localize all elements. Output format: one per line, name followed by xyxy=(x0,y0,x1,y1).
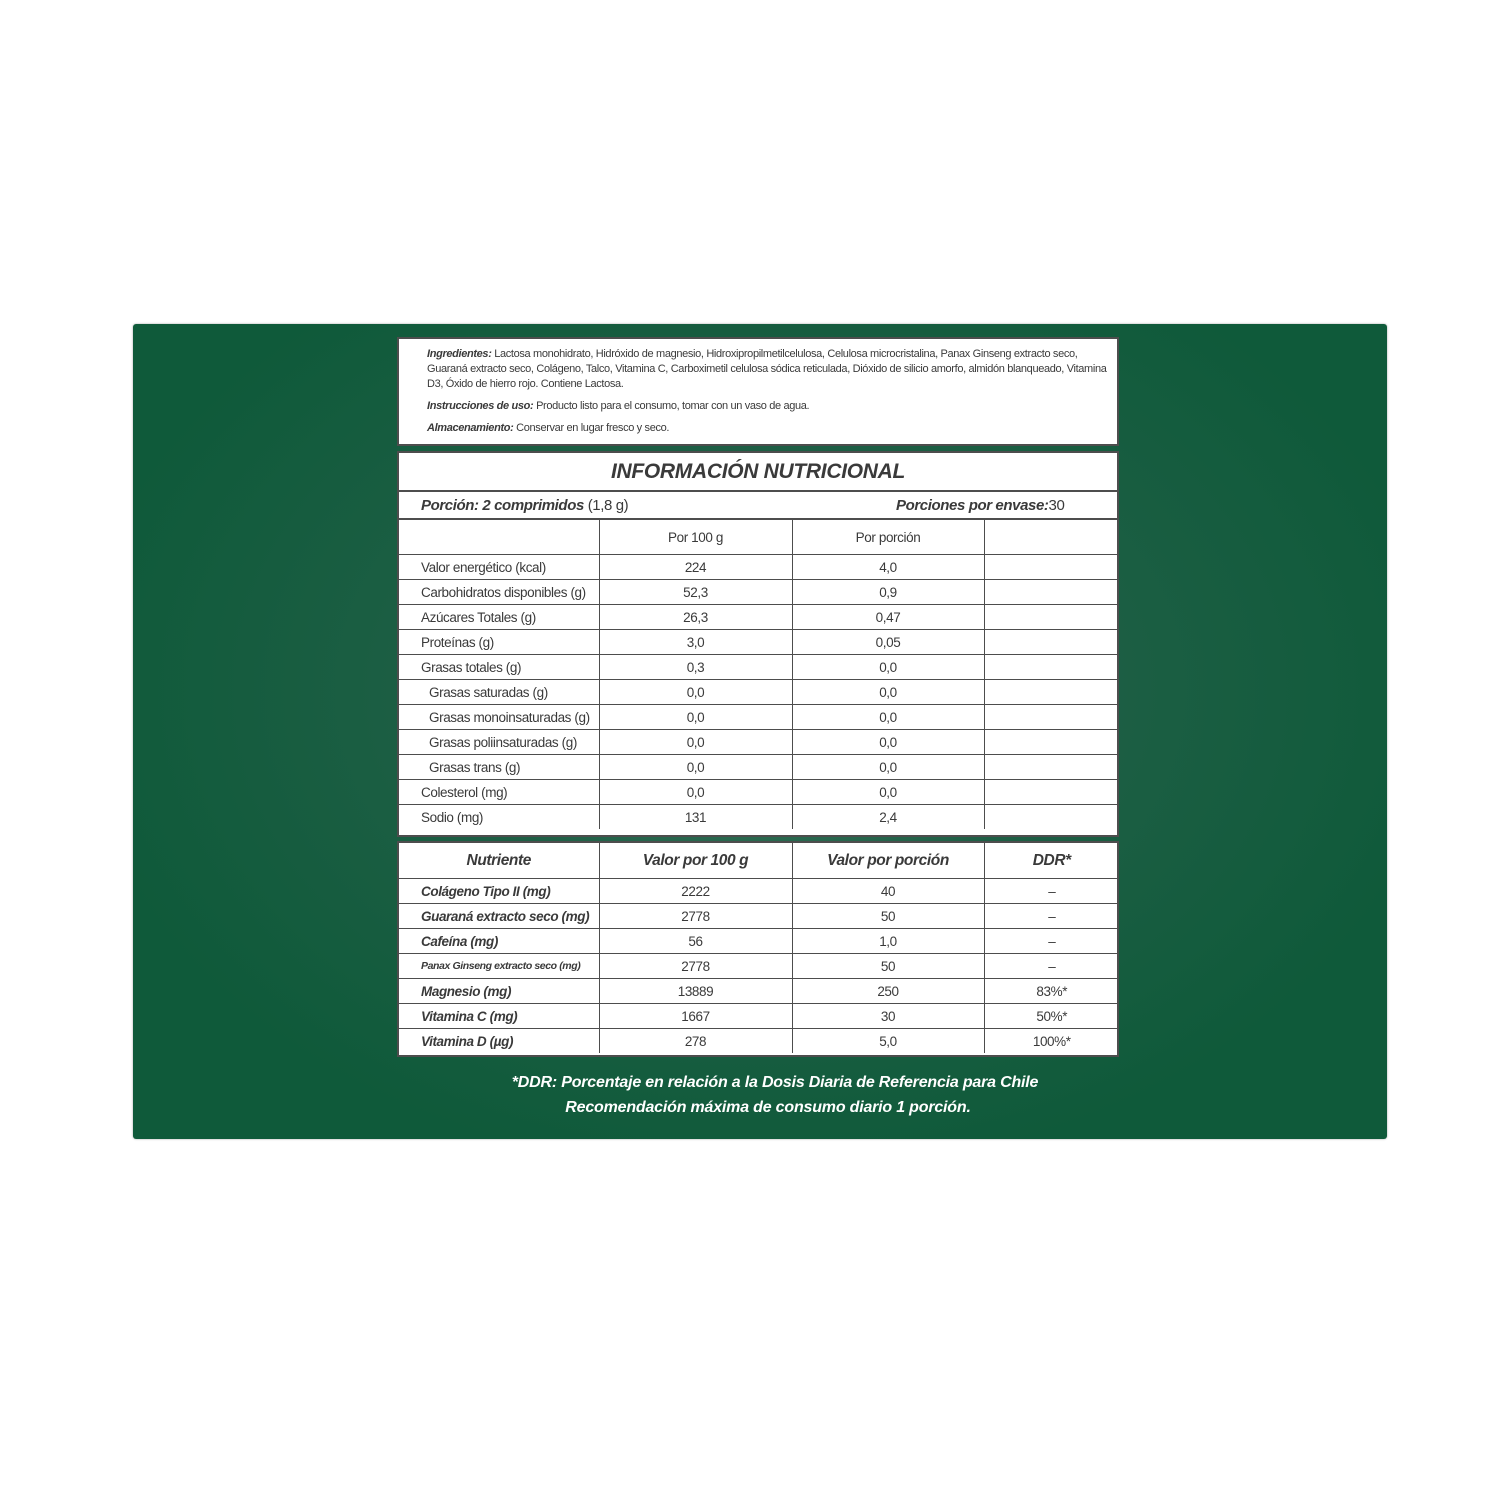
empty-cell xyxy=(984,605,1119,630)
additional-nutrients-table xyxy=(399,843,1119,1053)
value-per-100g: 224 xyxy=(599,555,792,580)
value-per-portion: 0,0 xyxy=(792,755,984,780)
additional-nutrients-box xyxy=(397,841,1119,1057)
nutrient-label: Guaraná extracto seco (mg) xyxy=(399,904,599,929)
empty-cell xyxy=(984,680,1119,705)
row-label: Colesterol (mg) xyxy=(399,780,599,805)
nutrient-label: Magnesio (mg) xyxy=(399,979,599,1004)
value-per-100g: 0,0 xyxy=(599,680,792,705)
table-row xyxy=(399,1029,1119,1054)
portion-row xyxy=(399,492,1117,520)
ddr-value: 50%* xyxy=(984,1004,1119,1029)
servings-info xyxy=(896,492,1064,519)
empty-cell xyxy=(984,805,1119,830)
value-per-portion: 30 xyxy=(792,1004,984,1029)
row-label: Azúcares Totales (g) xyxy=(399,605,599,630)
value-per-100g: 0,0 xyxy=(599,730,792,755)
portion-value: (1,8 g) xyxy=(587,497,629,514)
header-cell-blank xyxy=(984,520,1119,555)
value-per-portion: 0,0 xyxy=(792,680,984,705)
ingredients-box xyxy=(397,337,1119,446)
value-per-portion: 50 xyxy=(792,904,984,929)
value-per-100g: 52,3 xyxy=(599,580,792,605)
servings-value: 30 xyxy=(1048,497,1065,514)
table-row xyxy=(399,805,1119,830)
table-row xyxy=(399,730,1119,755)
portion-label: Porción: 2 comprimidos xyxy=(421,497,584,514)
row-label: Grasas totales (g) xyxy=(399,655,599,680)
nutrient-label: Panax Ginseng extracto seco (mg) xyxy=(399,954,599,979)
max-consumption-note: Recomendación máxima de consumo diario 1 porción. xyxy=(565,1099,971,1116)
row-label: Grasas saturadas (g) xyxy=(399,680,599,705)
nutrition-header-row xyxy=(399,520,1119,555)
ingredients-text: Lactosa monohidrato, Hidróxido de magnesio, Hidroxipropilmetilcelulosa, Celulosa microcristalina, Panax Ginseng extracto seco, Guaraná extracto seco, Colágeno, Talco, Vitamina C, Carboximetil celulosa sódica reticulada, Dióxido de silicio amorfo, almidón blanqueado, Vitamina D3, Óxido de hierro rojo. Contiene Lactosa. xyxy=(427,348,1107,390)
ddr-value: – xyxy=(984,904,1119,929)
value-per-portion: 2,4 xyxy=(792,805,984,830)
header-value-per-portion: Valor por porción xyxy=(792,843,984,879)
value-per-portion: 0,0 xyxy=(792,780,984,805)
table-row xyxy=(399,954,1119,979)
value-per-100g: 1667 xyxy=(599,1004,792,1029)
value-per-portion: 0,05 xyxy=(792,630,984,655)
value-per-portion: 0,0 xyxy=(792,655,984,680)
value-per-portion: 50 xyxy=(792,954,984,979)
ddr-value: – xyxy=(984,929,1119,954)
table-row xyxy=(399,904,1119,929)
header-per-portion: Por porción xyxy=(792,520,984,555)
value-per-100g: 0,3 xyxy=(599,655,792,680)
empty-cell xyxy=(984,730,1119,755)
table-row xyxy=(399,780,1119,805)
nutrition-title: INFORMACIÓN NUTRICIONAL xyxy=(399,453,1117,492)
row-label: Grasas monoinsaturadas (g) xyxy=(399,705,599,730)
usage-paragraph xyxy=(427,399,1107,414)
header-nutrient: Nutriente xyxy=(399,843,599,879)
value-per-portion: 40 xyxy=(792,879,984,904)
empty-cell xyxy=(984,780,1119,805)
value-per-100g: 0,0 xyxy=(599,755,792,780)
value-per-100g: 2778 xyxy=(599,954,792,979)
table-row xyxy=(399,680,1119,705)
value-per-portion: 250 xyxy=(792,979,984,1004)
value-per-100g: 26,3 xyxy=(599,605,792,630)
ddr-value: – xyxy=(984,954,1119,979)
empty-cell xyxy=(984,580,1119,605)
row-label: Grasas poliinsaturadas (g) xyxy=(399,730,599,755)
table-row xyxy=(399,979,1119,1004)
table-row xyxy=(399,555,1119,580)
value-per-portion: 0,0 xyxy=(792,705,984,730)
value-per-portion: 1,0 xyxy=(792,929,984,954)
empty-cell xyxy=(984,755,1119,780)
value-per-100g: 131 xyxy=(599,805,792,830)
value-per-portion: 0,0 xyxy=(792,730,984,755)
value-per-100g: 0,0 xyxy=(599,780,792,805)
value-per-100g: 13889 xyxy=(599,979,792,1004)
ingredients-paragraph xyxy=(427,347,1107,392)
row-label: Grasas trans (g) xyxy=(399,755,599,780)
header-cell-empty xyxy=(399,520,599,555)
empty-cell xyxy=(984,705,1119,730)
ddr-value: 100%* xyxy=(984,1029,1119,1054)
table-row xyxy=(399,605,1119,630)
empty-cell xyxy=(984,555,1119,580)
row-label: Proteínas (g) xyxy=(399,630,599,655)
additional-header-row xyxy=(399,843,1119,879)
value-per-100g: 0,0 xyxy=(599,705,792,730)
header-value-per-100g: Valor por 100 g xyxy=(599,843,792,879)
nutrient-label: Cafeína (mg) xyxy=(399,929,599,954)
value-per-100g: 2222 xyxy=(599,879,792,904)
value-per-100g: 2778 xyxy=(599,904,792,929)
ingredients-label: Ingredientes: xyxy=(427,348,492,360)
table-row xyxy=(399,755,1119,780)
ddr-value: – xyxy=(984,879,1119,904)
table-row xyxy=(399,879,1119,904)
table-row xyxy=(399,655,1119,680)
table-row xyxy=(399,630,1119,655)
value-per-100g: 3,0 xyxy=(599,630,792,655)
usage-label: Instrucciones de uso: xyxy=(427,400,534,412)
storage-label: Almacenamiento: xyxy=(427,422,514,434)
table-row xyxy=(399,705,1119,730)
usage-text: Producto listo para el consumo, tomar con un vaso de agua. xyxy=(536,400,810,412)
servings-label: Porciones por envase: xyxy=(896,497,1049,514)
value-per-portion: 0,9 xyxy=(792,580,984,605)
empty-cell xyxy=(984,630,1119,655)
row-label: Carbohidratos disponibles (g) xyxy=(399,580,599,605)
table-row xyxy=(399,580,1119,605)
storage-text: Conservar en lugar fresco y seco. xyxy=(516,422,670,434)
table-row xyxy=(399,1004,1119,1029)
nutrient-label: Vitamina D (µg) xyxy=(399,1029,599,1054)
nutrient-label: Vitamina C (mg) xyxy=(399,1004,599,1029)
ddr-value: 83%* xyxy=(984,979,1119,1004)
value-per-portion: 5,0 xyxy=(792,1029,984,1054)
row-label: Valor energético (kcal) xyxy=(399,555,599,580)
table-row xyxy=(399,929,1119,954)
nutrition-facts-box xyxy=(397,451,1119,837)
nutrition-table xyxy=(399,520,1119,829)
value-per-portion: 0,47 xyxy=(792,605,984,630)
ddr-footnote: *DDR: Porcentaje en relación a la Dosis Diaria de Referencia para Chile xyxy=(511,1074,1039,1091)
value-per-100g: 278 xyxy=(599,1029,792,1054)
header-per-100g: Por 100 g xyxy=(599,520,792,555)
value-per-100g: 56 xyxy=(599,929,792,954)
value-per-portion: 4,0 xyxy=(792,555,984,580)
storage-paragraph xyxy=(427,421,1107,436)
header-ddr: DDR* xyxy=(984,843,1119,879)
nutrient-label: Colágeno Tipo II (mg) xyxy=(399,879,599,904)
row-label: Sodio (mg) xyxy=(399,805,599,830)
portion-info xyxy=(421,492,628,519)
empty-cell xyxy=(984,655,1119,680)
